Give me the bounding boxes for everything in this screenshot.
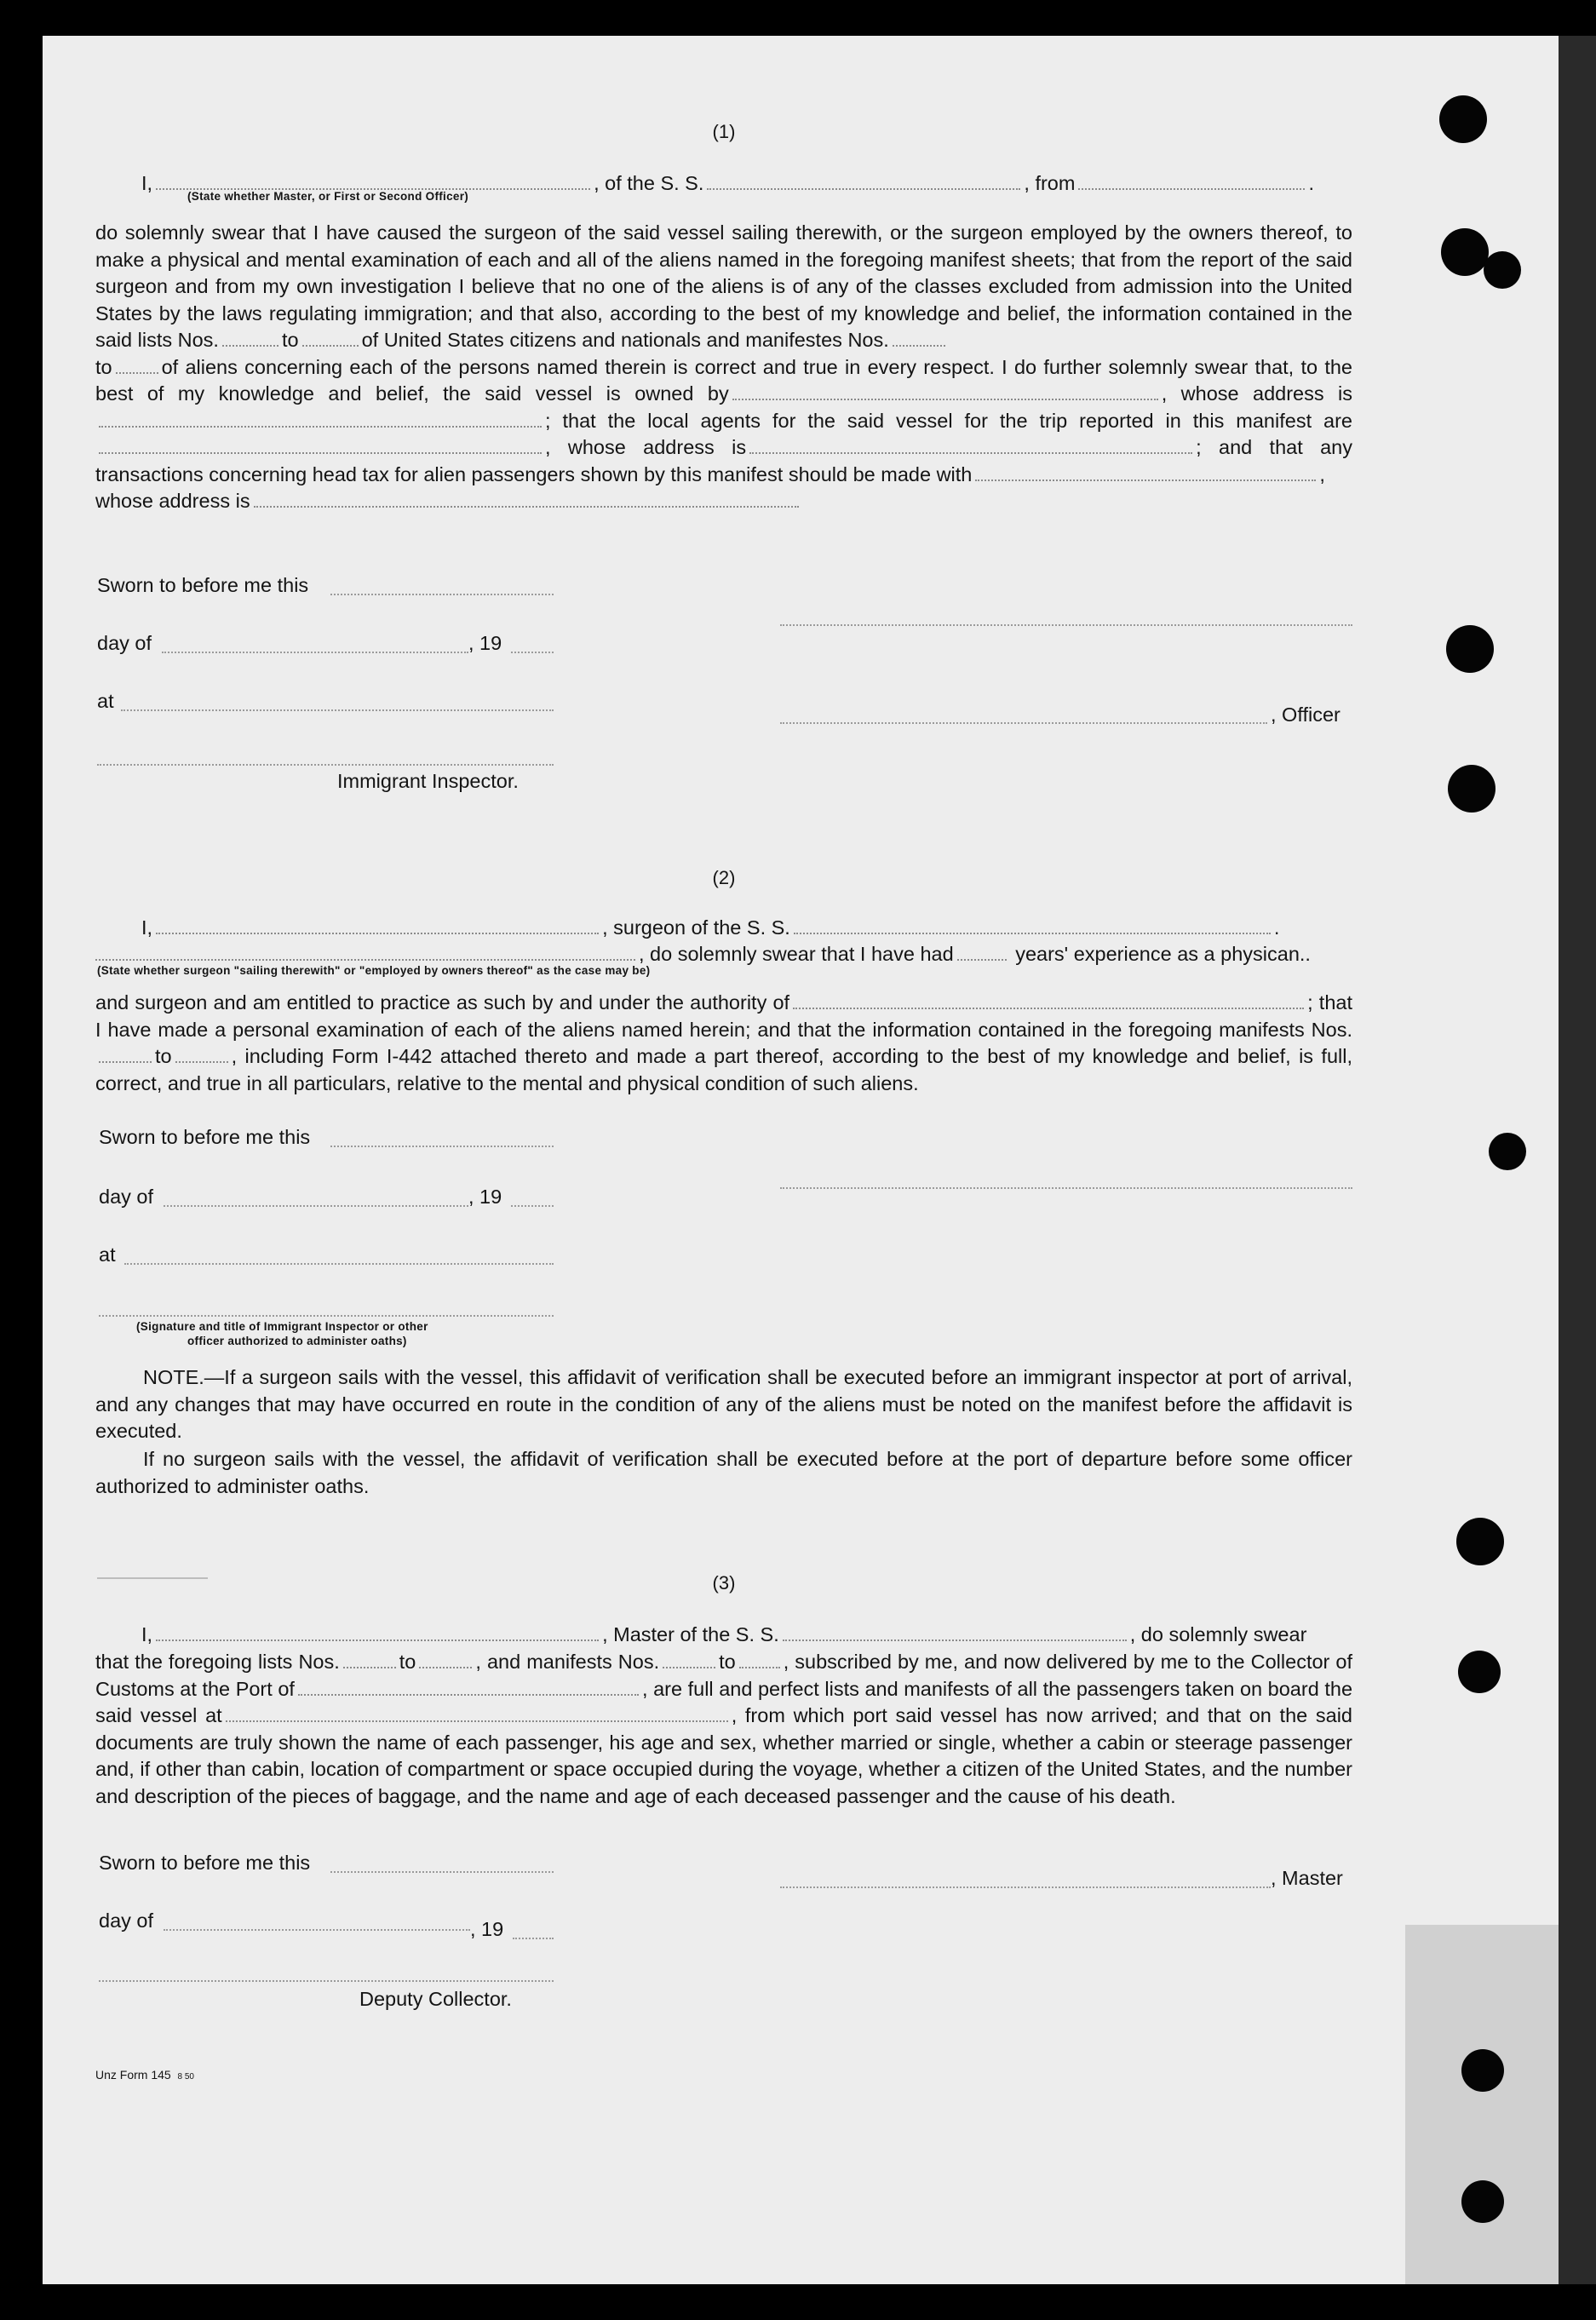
punch-hole: [1461, 2180, 1504, 2223]
head-tax-field: [975, 464, 1316, 481]
at-label: at: [99, 1243, 116, 1266]
vessel-field: [783, 1624, 1127, 1641]
punch-hole: [1441, 228, 1489, 276]
note-paragraph: NOTE.—If a surgeon sails with the vessel, this affidavit of verification shall be executed before an immigrant inspector at port of arrival, and any changes that may have occurred en route in the condition of any of the aliens must be noted on the manifest before the affidavit is executed.: [95, 1366, 1352, 1442]
authority-field: [793, 992, 1304, 1009]
day-of-label: day of: [97, 632, 152, 654]
section1-line1: I, , of the S. S. , from .: [141, 172, 1314, 194]
section2-line1: I, , surgeon of the S. S. .: [141, 916, 1280, 939]
sworn-label: Sworn to before me this: [99, 1852, 311, 1874]
section3-line1: I, , Master of the S. S. , do solemnly swear: [141, 1623, 1307, 1645]
signature-note: officer authorized to administer oaths): [187, 1335, 407, 1347]
years-field: [957, 944, 1007, 961]
sworn-label: Sworn to before me this: [99, 1126, 311, 1148]
surgeon-name-field: [156, 917, 599, 934]
officer-label: , Officer: [1271, 703, 1341, 726]
section2-line2: , do solemnly swear that I have had years' experience as a physican..: [95, 941, 1352, 967]
owner-address-field: [99, 411, 542, 428]
punch-hole: [1446, 625, 1494, 673]
day-of-label: day of: [99, 1186, 154, 1208]
punch-hole: [1461, 2049, 1504, 2092]
embark-port-field: [226, 1705, 728, 1722]
name-field: [156, 173, 590, 190]
form-id: Unz Form 145 8 50: [95, 2068, 194, 2082]
master-name-field: [156, 1624, 599, 1641]
surgeon-note: (State whether surgeon "sailing therewith" or "employed by owners thereof" as the case may be): [97, 964, 651, 977]
section-number: (2): [712, 867, 736, 888]
signature-line: [780, 623, 1352, 626]
punch-hole: [1458, 1651, 1501, 1693]
sworn-label: Sworn to before me this: [97, 574, 309, 596]
signature-line: [780, 1186, 1352, 1189]
worn-paper-patch: [1405, 1925, 1559, 2284]
punch-hole: [1448, 765, 1496, 813]
note-paragraph: If no surgeon sails with the vessel, the affidavit of verification shall be executed before at the port of departure before some officer authorized to administer oaths.: [95, 1448, 1352, 1497]
at-label: at: [97, 690, 114, 712]
section-number: (3): [712, 1572, 736, 1594]
head-tax-address-field: [254, 491, 799, 508]
section3-body: that the foregoing lists Nos. to , and manifests Nos. to , subscribed by me, and now delivered by me to the Collector of Customs at the Port of , are full and perfect lists and manifests of all the passengers taken on board the said vessel at , from which port said vessel has now arrived; and that on the said documents are truly shown the name of each passenger, his age and sex, whether married or single, whether a cabin or steerage passenger and, if other than cabin, location of compartment or space occupied during the voyage, whether a citizen of the United States, and the number and description of the pieces of baggage, and the name and age of each deceased passenger and the cause of his death.: [95, 1651, 1353, 1807]
section1-body: do solemnly swear that I have caused the surgeon of the said vessel sailing therewith, or the surgeon employed by the owners thereof, to make a physical and mental examination of each and all of the aliens named in the foregoing manifest sheets; that from the report of the said surgeon and from my own investigation I believe that no one of the aliens is of any of the classes excluded from admission into the United States by the laws regulating immigration; and that also, according to the best of my knowledge and belief, the information contained in the said lists Nos. to of United States citizens and nationals and manifestes Nos. to of aliens concerning each of the persons named therein is correct and true in every respect. I do further solemnly swear that, to the best of my knowledge and belief, the said vessel is owned by , whose address is ; that the local agents for the said vessel for the trip reported in this manifest are , whose address is ; and that any transactions concerning head tax for alien passengers shown by this manifest should be made with , whose address is: [95, 221, 1353, 512]
section2-body: and surgeon and am entitled to practice as such by and under the authority of ; that I have made a personal examination of each of the aliens named herein; and that the information contained in the foregoing manifests Nos.to , including Form I-442 attached thereto and made a part thereof, according to the best of my knowledge and belief, is full, correct, and true in all particulars, relative to the mental and physical condition of such aliens.: [95, 991, 1352, 1094]
punch-hole: [1484, 251, 1521, 289]
agents-field: [99, 437, 542, 454]
page-edge-shadow: [1559, 36, 1596, 2284]
pronoun-label: I,: [141, 172, 153, 194]
punch-hole: [1489, 1133, 1526, 1170]
inspector-label: Immigrant Inspector.: [337, 770, 519, 792]
officer-note: (State whether Master, or First or Second Officer): [187, 190, 469, 203]
port-field: [298, 1679, 639, 1696]
owner-field: [732, 383, 1158, 400]
section-number: (1): [712, 121, 736, 142]
from-label: , from: [1024, 172, 1076, 194]
punch-hole: [1439, 95, 1487, 143]
deputy-label: Deputy Collector.: [359, 1988, 512, 2010]
master-label: , Master: [1271, 1867, 1343, 1889]
vessel-label: , of the S. S.: [594, 172, 704, 194]
signature-note: (Signature and title of Immigrant Inspector or other: [136, 1320, 428, 1333]
vessel-field: [794, 917, 1271, 934]
day-of-label: day of: [99, 1909, 154, 1932]
punch-hole: [1456, 1518, 1504, 1565]
agents-address-field: [749, 437, 1192, 454]
vessel-field: [707, 173, 1020, 190]
from-field: [1078, 173, 1305, 190]
